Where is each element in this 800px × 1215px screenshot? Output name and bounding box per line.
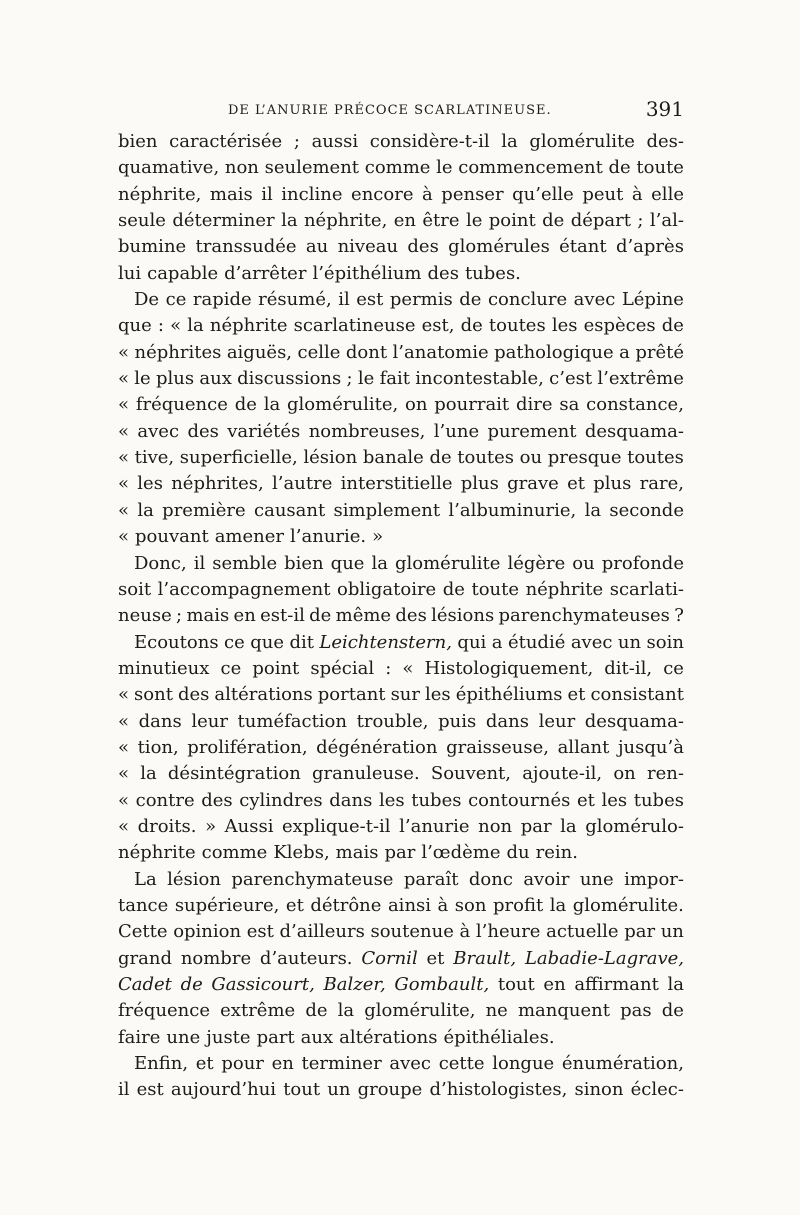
- text-line: La lésion parenchymateuse paraît donc avoir une impor-: [134, 868, 684, 890]
- text-line: soit l’accompagnement obligatoire de toute néphrite scarlati-: [118, 578, 684, 600]
- text-line: « contre des cylindres dans les tubes contournés et les tubes: [118, 789, 684, 811]
- text-line: que : « la néphrite scarlatineuse est, de toutes les espèces de: [118, 315, 684, 337]
- text-line: minutieux ce point spécial : « Histologiquement, dit-il, ce: [118, 657, 684, 679]
- page-number: 391: [645, 97, 684, 121]
- text-line: « la désintégration granuleuse. Souvent, ajoute-il, on ren-: [118, 763, 684, 785]
- text-line: fréquence extrême de la glomérulite, ne manquent pas de: [118, 1000, 684, 1022]
- text-line: seule déterminer la néphrite, en être le point de départ ; l’al-: [118, 210, 684, 232]
- text-line: « sont des altérations portant sur les épithéliums et consistant: [118, 684, 684, 706]
- running-title: DE L’ANURIE PRÉCOCE SCARLATINEUSE.: [228, 103, 552, 118]
- text-line: lui capable d’arrêter l’épithélium des tubes.: [118, 262, 521, 284]
- text-line: « pouvant amener l’anurie. »: [118, 526, 384, 548]
- text-line: tance supérieure, et détrône ainsi à son profit la glomérulite.: [118, 894, 684, 916]
- text-line: grand nombre d’auteurs. Cornil et Brault, Labadie-Lagrave,: [118, 947, 684, 969]
- text-line: Enfin, et pour en terminer avec cette longue énumération,: [134, 1053, 684, 1075]
- text-line: bien caractérisée ; aussi considère-t-il la glomérulite des-: [118, 131, 684, 152]
- text-line: « néphrites aiguës, celle dont l’anatomie pathologique a prêté: [118, 341, 684, 363]
- text-line: Cette opinion est d’ailleurs soutenue à l’heure actuelle par un: [118, 921, 684, 943]
- text-line: « avec des variétés nombreuses, l’une purement desquama-: [118, 420, 684, 442]
- text-line: quamative, non seulement comme le commencement de toute: [118, 157, 684, 179]
- text-line: Donc, il semble bien que la glomérulite légère ou profonde: [134, 552, 684, 574]
- text-line: neuse ; mais en est-il de même des lésions parenchymateuses ?: [118, 605, 684, 627]
- text-line: néphrite comme Klebs, mais par l’œdème du rein.: [118, 842, 578, 864]
- text-line: bumine transsudée au niveau des glomérules étant d’après: [118, 236, 684, 258]
- text-line: « les néphrites, l’autre interstitielle plus grave et plus rare,: [118, 473, 684, 495]
- text-line: il est aujourd’hui tout un groupe d’histologistes, sinon éclec-: [118, 1079, 684, 1101]
- body-text: [118, 129, 684, 1104]
- text-line: « fréquence de la glomérulite, on pourrait dire sa constance,: [118, 394, 684, 416]
- text-line: « le plus aux discussions ; le fait incontestable, c’est l’extrême: [118, 368, 684, 390]
- text-line: « tion, prolifération, dégénération graisseuse, allant jusqu’à: [118, 736, 684, 758]
- text-line: « la première causant simplement l’albuminurie, la seconde: [118, 499, 684, 521]
- text-line: Ecoutons ce que dit Leichtenstern, qui a étudié avec un soin: [134, 631, 684, 653]
- text-line: Cadet de Gassicourt, Balzer, Gombault, tout en affirmant la: [118, 974, 684, 995]
- text-line: « droits. » Aussi explique-t-il l’anurie non par la glomérulo-: [118, 815, 684, 837]
- page-header: [118, 97, 684, 127]
- text-line: faire une juste part aux altérations épithéliales.: [118, 1026, 555, 1048]
- text-line: De ce rapide résumé, il est permis de conclure avec Lépine: [134, 289, 684, 311]
- text-line: néphrite, mais il incline encore à penser qu’elle peut à elle: [118, 183, 684, 205]
- text-line: « tive, superficielle, lésion banale de toutes ou presque toutes: [118, 447, 684, 469]
- text-line: « dans leur tuméfaction trouble, puis dans leur desquama-: [118, 710, 684, 732]
